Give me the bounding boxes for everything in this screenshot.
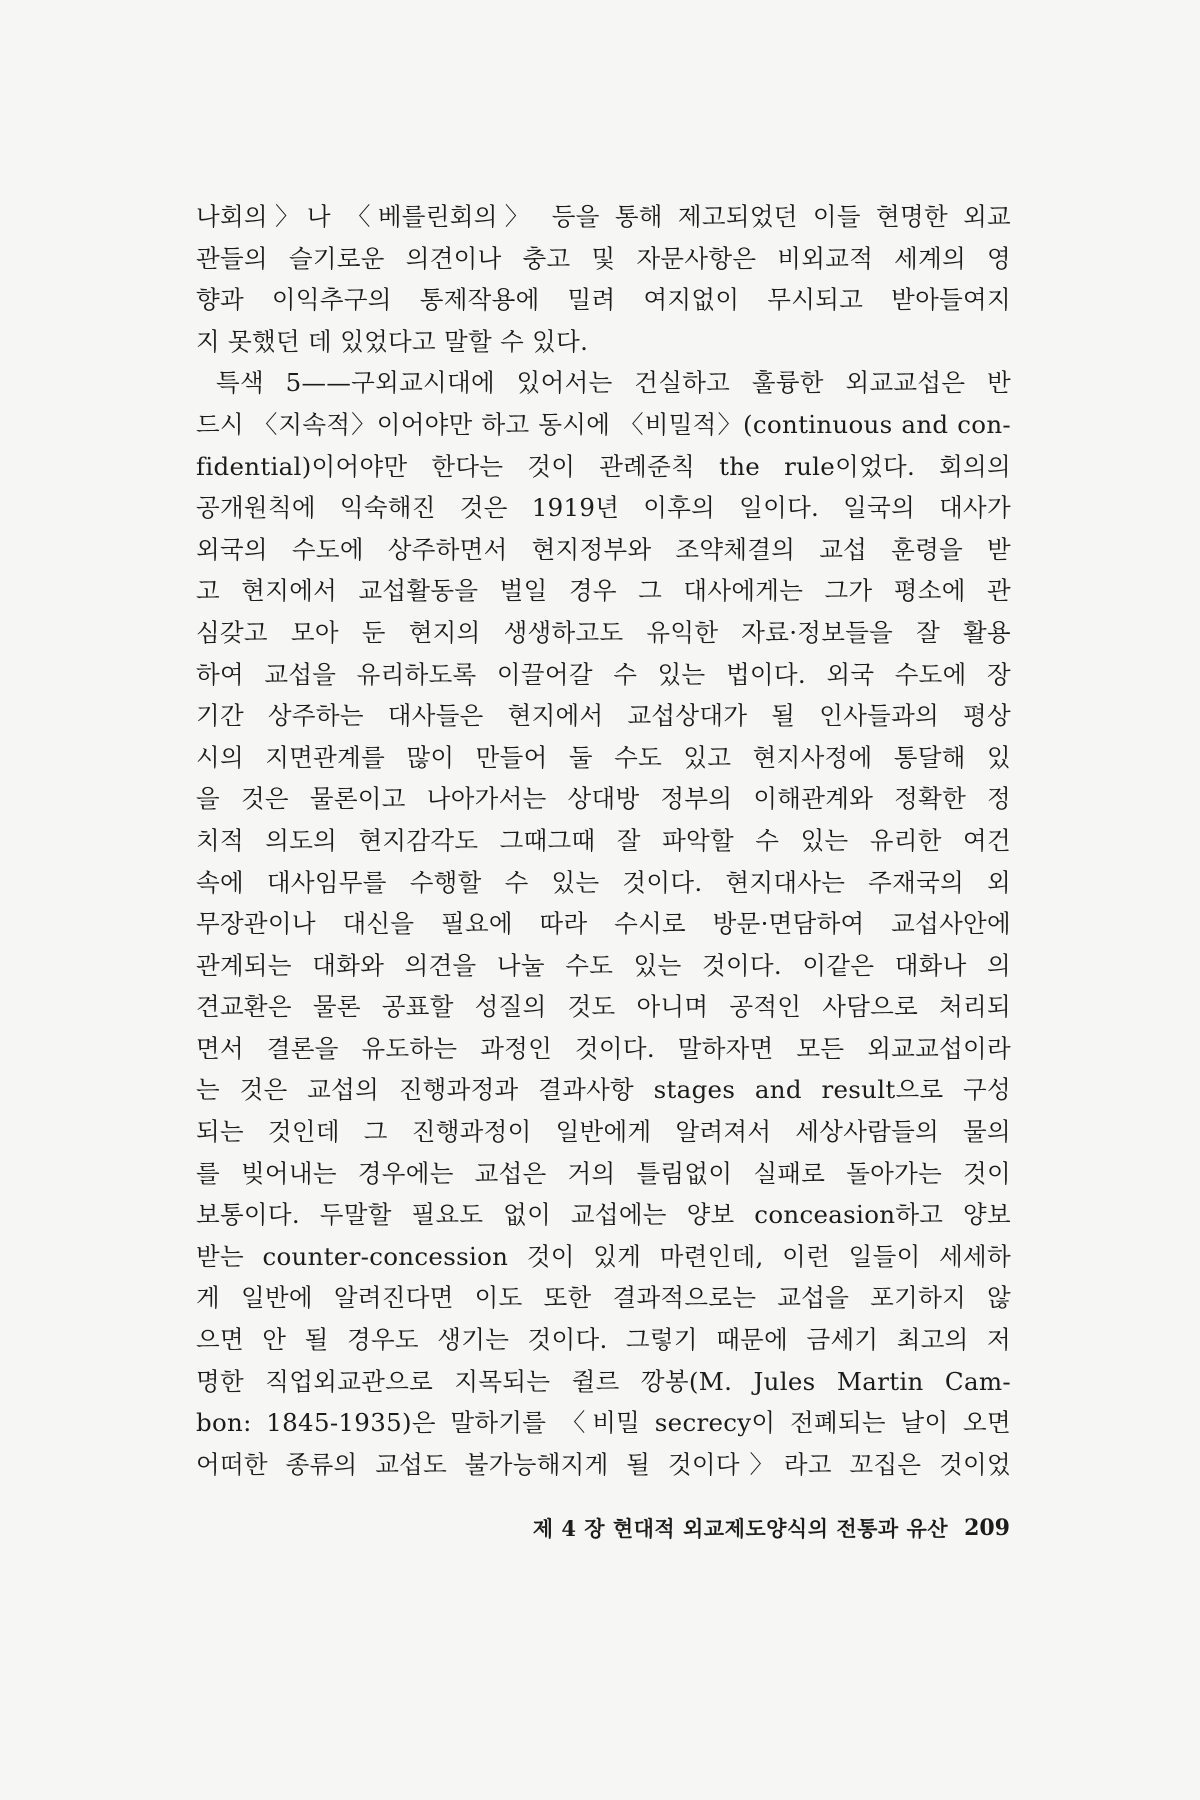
text-line: 시의 지면관계를 많이 만들어 둘 수도 있고 현지사정에 통달해 있: [196, 742, 1011, 772]
text-line: 을 것은 물론이고 나아가서는 상대방 정부의 이해관계와 정확한 정: [196, 784, 1011, 814]
text-line: 외국의 수도에 상주하면서 현지정부와 조약체결의 교섭 훈령을 받: [196, 534, 1011, 564]
text-line: 기간 상주하는 대사들은 현지에서 교섭상대가 될 인사들과의 평상: [196, 701, 1011, 731]
text-line: 받는 counter-concession 것이 있게 마련인데, 이런 일들이 세세하: [196, 1241, 1011, 1271]
text-line: 견교환은 물론 공표할 성질의 것도 아니며 공적인 사담으로 처리되: [196, 992, 1011, 1022]
text-line: 치적 의도의 현지감각도 그때그때 잘 파악할 수 있는 유리한 여건: [196, 825, 1011, 855]
text-line: 게 일반에 알려진다면 이도 또한 결과적으로는 교섭을 포기하지 않: [196, 1283, 1011, 1313]
text-line: 어떠한 종류의 교섭도 불가능해지게 될 것이다〉라고 꼬집은 것이었: [196, 1449, 1011, 1479]
text-line: 지 못했던 데 있었다고 말할 수 있다.: [196, 326, 589, 356]
text-line: 보통이다. 두말할 필요도 없이 교섭에는 양보 conceasion하고 양보: [196, 1200, 1011, 1230]
text-line: 속에 대사임무를 수행할 수 있는 것이다. 현지대사는 주재국의 외: [196, 867, 1011, 897]
text-line: 면서 결론을 유도하는 과정인 것이다. 말하자면 모든 외교교섭이라: [196, 1033, 1011, 1063]
body-text: [196, 196, 1011, 1485]
text-line: 를 빚어내는 경우에는 교섭은 거의 틀림없이 실패로 돌아가는 것이: [196, 1158, 1011, 1188]
text-line: 향과 이익추구의 통제작용에 밀려 여지없이 무시되고 받아들여지: [196, 285, 1011, 315]
page-footer: [440, 1510, 1010, 1546]
text-line: 관들의 슬기로운 의견이나 충고 및 자문사항은 비외교적 세계의 영: [196, 243, 1011, 273]
text-line: 무장관이나 대신을 필요에 따라 수시로 방문·면담하여 교섭사안에: [196, 909, 1011, 939]
text-line: fidential)이어야만 한다는 것이 관례준칙 the rule이었다. 회의의: [196, 451, 1011, 481]
text-line: 되는 것인데 그 진행과정이 일반에게 알려져서 세상사람들의 물의: [196, 1117, 1011, 1147]
page-number: 209: [964, 1515, 1010, 1541]
text-line: 고 현지에서 교섭활동을 벌일 경우 그 대사에게는 그가 평소에 관: [196, 576, 1011, 606]
text-line: 관계되는 대화와 의견을 나눌 수도 있는 것이다. 이같은 대화나 의: [196, 950, 1011, 980]
text-line: 나회의〉나 〈베를린회의〉 등을 통해 제고되었던 이들 현명한 외교: [196, 202, 1011, 231]
text-line: 심갖고 모아 둔 현지의 생생하고도 유익한 자료·정보들을 잘 활용: [196, 617, 1011, 647]
text-line-section-start: 특색 5——구외교시대에 있어서는 건실하고 훌륭한 외교교섭은 반: [216, 368, 1011, 398]
text-line: 공개원칙에 익숙해진 것은 1919년 이후의 일이다. 일국의 대사가: [196, 493, 1011, 523]
text-line: 드시 〈지속적〉이어야만 하고 동시에 〈비밀적〉(continuous and con-: [196, 409, 1011, 439]
text-line: 명한 직업외교관으로 지목되는 쥘르 깡봉(M. Jules Martin Cam-: [196, 1366, 1011, 1396]
text-line: 하여 교섭을 유리하도록 이끌어갈 수 있는 법이다. 외국 수도에 장: [196, 659, 1011, 689]
text-line: 으면 안 될 경우도 생기는 것이다. 그렇기 때문에 금세기 최고의 저: [196, 1325, 1011, 1355]
text-line: 는 것은 교섭의 진행과정과 결과사항 stages and result으로 구성: [196, 1075, 1011, 1105]
text-line: bon: 1845-1935)은 말하기를 〈비밀 secrecy이 전폐되는 날이 오면: [196, 1408, 1011, 1438]
running-head: 제 4 장 현대적 외교제도양식의 전통과 유산: [532, 1516, 949, 1541]
